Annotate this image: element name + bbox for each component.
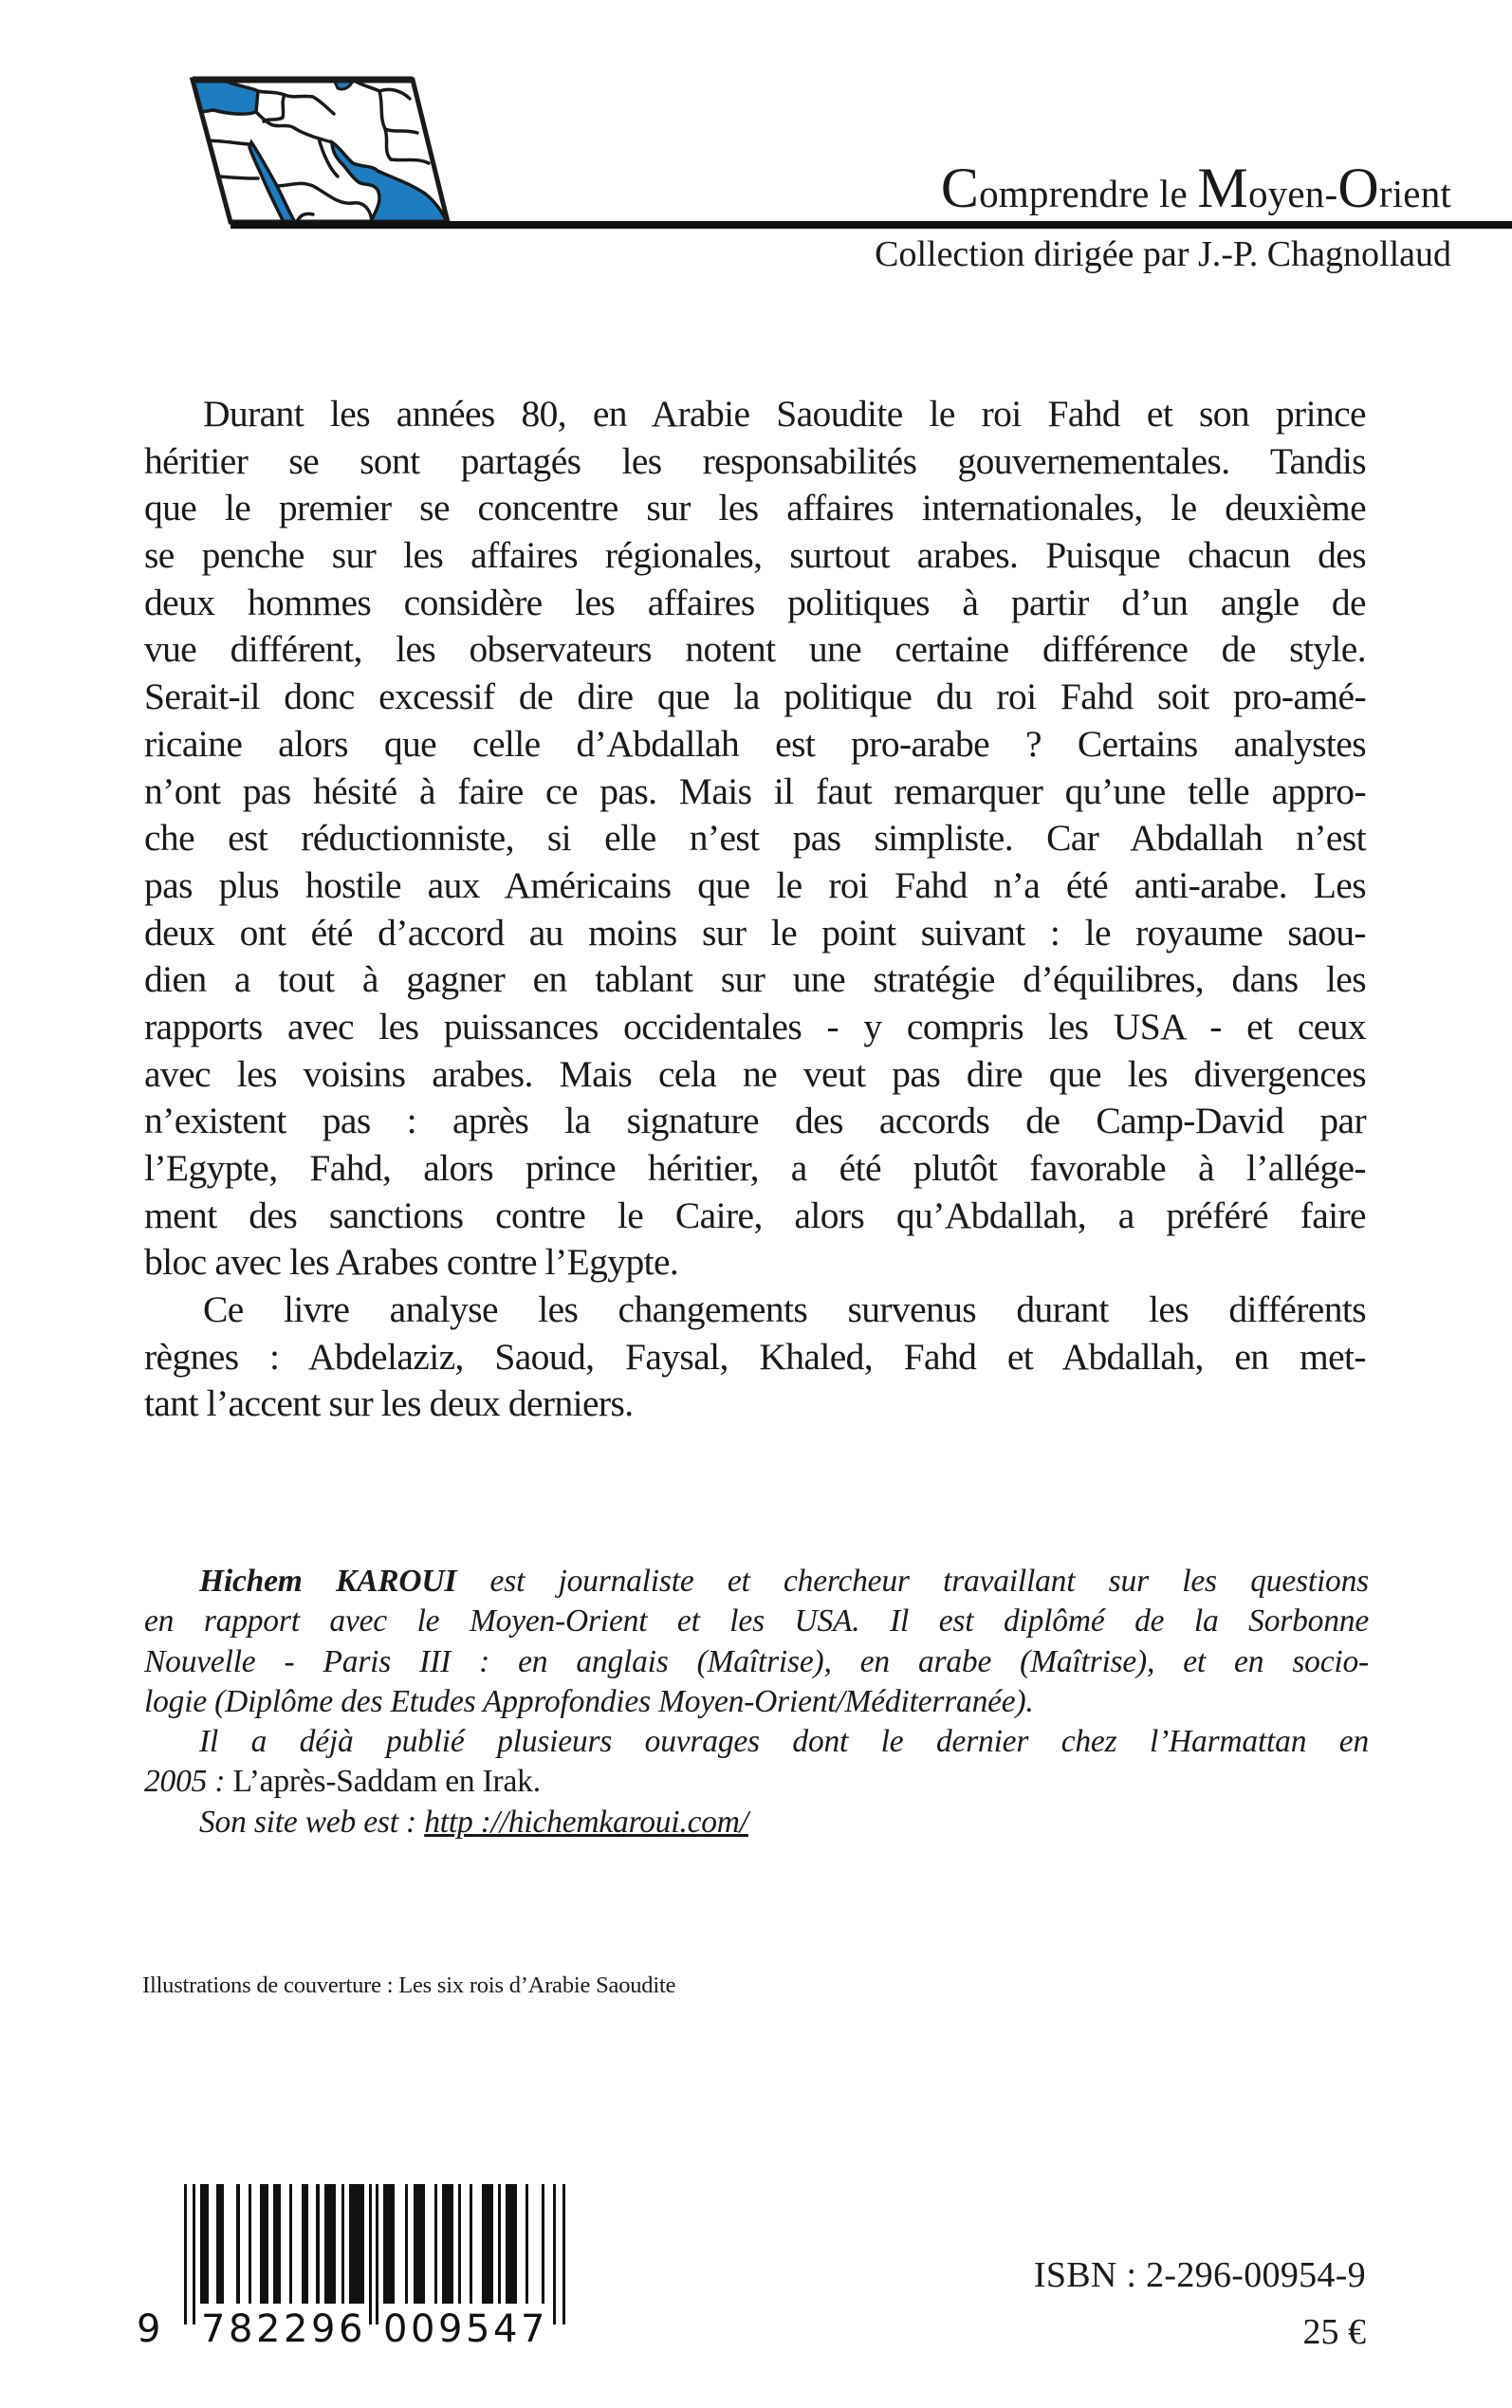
bio-line [144,1562,1369,1602]
summary-line: ricaine alors que celle d’Abdallah est pro-arabe ? Certains analystes [144,722,1366,765]
summary-line: Serait-il donc excessif de dire que la politique du roi Fahd soit pro-amé- [144,676,1366,718]
series-title-initial-c: C [940,157,980,219]
summary-line: dien a tout à gagner en tablant sur une stratégie d’équilibres, dans les [144,958,1366,1001]
summary-line: deux ont été d’accord au moins sur le point suivant : le royaume saou- [144,911,1366,954]
summary-line: che est réductionniste, si elle n’est pas simpliste. Car Abdallah n’est [144,817,1366,860]
bio-line: Nouvelle - Paris III : en anglais (Maîtrise), en arabe (Maîtrise), et en socio- [144,1643,1369,1679]
summary-line: avec les voisins arabes. Mais cela ne veut pas dire que les divergences [144,1052,1366,1095]
bio-line [144,1762,1369,1802]
bio-text: est journaliste et chercheur travaillant sur les questions [456,1564,1369,1599]
series-title-part: oyen- [1247,172,1338,215]
series-title-initial-o: O [1337,157,1379,219]
barcode-digit: 6 [339,2307,363,2351]
barcode-digit: 7 [201,2307,226,2351]
summary-line: rapports avec les puissances occidentales - y compris les USA - et ceux [144,1005,1366,1047]
price: 25 € [1302,2312,1366,2352]
summary-line: n’ont pas hésité à faire ce pas. Mais il faut remarquer qu’une telle appro- [144,769,1366,812]
summary-line: Ce livre analyse les changements survenus durant les différents [203,1288,1366,1331]
barcode-digit: 7 [521,2307,545,2351]
bio-line: logie (Diplôme des Etudes Approfondies Moyen-Orient/Méditerranée). [144,1683,1034,1719]
summary-line: l’Egypte, Fahd, alors prince héritier, a été plutôt favorable à l’allége- [144,1147,1366,1189]
summary-line: que le premier se concentre sur les affaires internationales, le deuxième [144,487,1366,529]
summary-line: deux hommes considère les affaires politiques à partir d’un angle de [144,581,1366,623]
latest-book-title: L’après-Saddam en Irak. [232,1764,541,1800]
barcode-digit: 5 [466,2307,490,2351]
author-name: Hichem KAROUI [199,1564,457,1599]
bio-line: en rapport avec le Moyen-Orient et les USA. Il est diplômé de la Sorbonne [144,1603,1369,1639]
isbn: ISBN : 2-296-00954-9 [1033,2255,1366,2295]
bio-line: Il a déjà publié plusieurs ouvrages dont le dernier chez l’Harmattan en [199,1724,1369,1760]
barcode-digit: 9 [438,2307,463,2351]
barcode-digit: 9 [137,2307,161,2351]
series-title-part: omprendre le [979,172,1198,215]
header-rule [230,221,1512,229]
author-bio [144,1562,1369,1843]
summary-line: n’existent pas : après la signature des accords de Camp-David par [144,1100,1366,1142]
collection-editor: Collection dirigée par J.-P. Chagnollaud [875,234,1451,274]
website-link[interactable]: http ://hichemkaroui.com/ [424,1804,748,1840]
summary-line: héritier se sont partagés les responsabilités gouvernementales. Tandis [144,439,1366,482]
series-title-part: rient [1378,172,1451,215]
barcode-digit: 9 [311,2307,336,2351]
series-title-initial-m: M [1197,157,1248,219]
barcode-digit: 8 [229,2307,253,2351]
barcode-digit: 2 [284,2307,308,2351]
barcode-digit: 4 [493,2307,518,2351]
series-title [941,159,1451,222]
bio-line [144,1803,1369,1843]
summary-text [144,391,1366,1428]
summary-line: vue différent, les observateurs notent une certaine différence de style. [144,628,1366,671]
summary-line: pas plus hostile aux Américains que le roi Fahd n’a été anti-arabe. Les [144,863,1366,906]
summary-line: règnes : Abdelaziz, Saoud, Faysal, Khaled, Fahd et Abdallah, en met- [144,1335,1366,1378]
cover-credit: Illustrations de couverture : Les six rois d’Arabie Saoudite [142,1973,676,1998]
summary-line: tant l’accent sur les deux derniers. [144,1382,634,1425]
summary-line: bloc avec les Arabes contre l’Egypte. [144,1241,679,1284]
barcode-digit: 2 [256,2307,281,2351]
summary-line: Durant les années 80, en Arabie Saoudite le roi Fahd et son prince [203,393,1366,435]
summary-line: se penche sur les affaires régionales, surtout arabes. Puisque chacun des [144,534,1366,577]
barcode-digit: 0 [411,2307,435,2351]
website-label: Son site web est : [199,1804,425,1840]
summary-line: ment des sanctions contre le Caire, alors qu’Abdallah, a préféré faire [144,1194,1366,1236]
middle-east-map-icon [185,72,460,233]
barcode-digit: 0 [383,2307,408,2351]
publication-year: 2005 : [144,1764,233,1800]
